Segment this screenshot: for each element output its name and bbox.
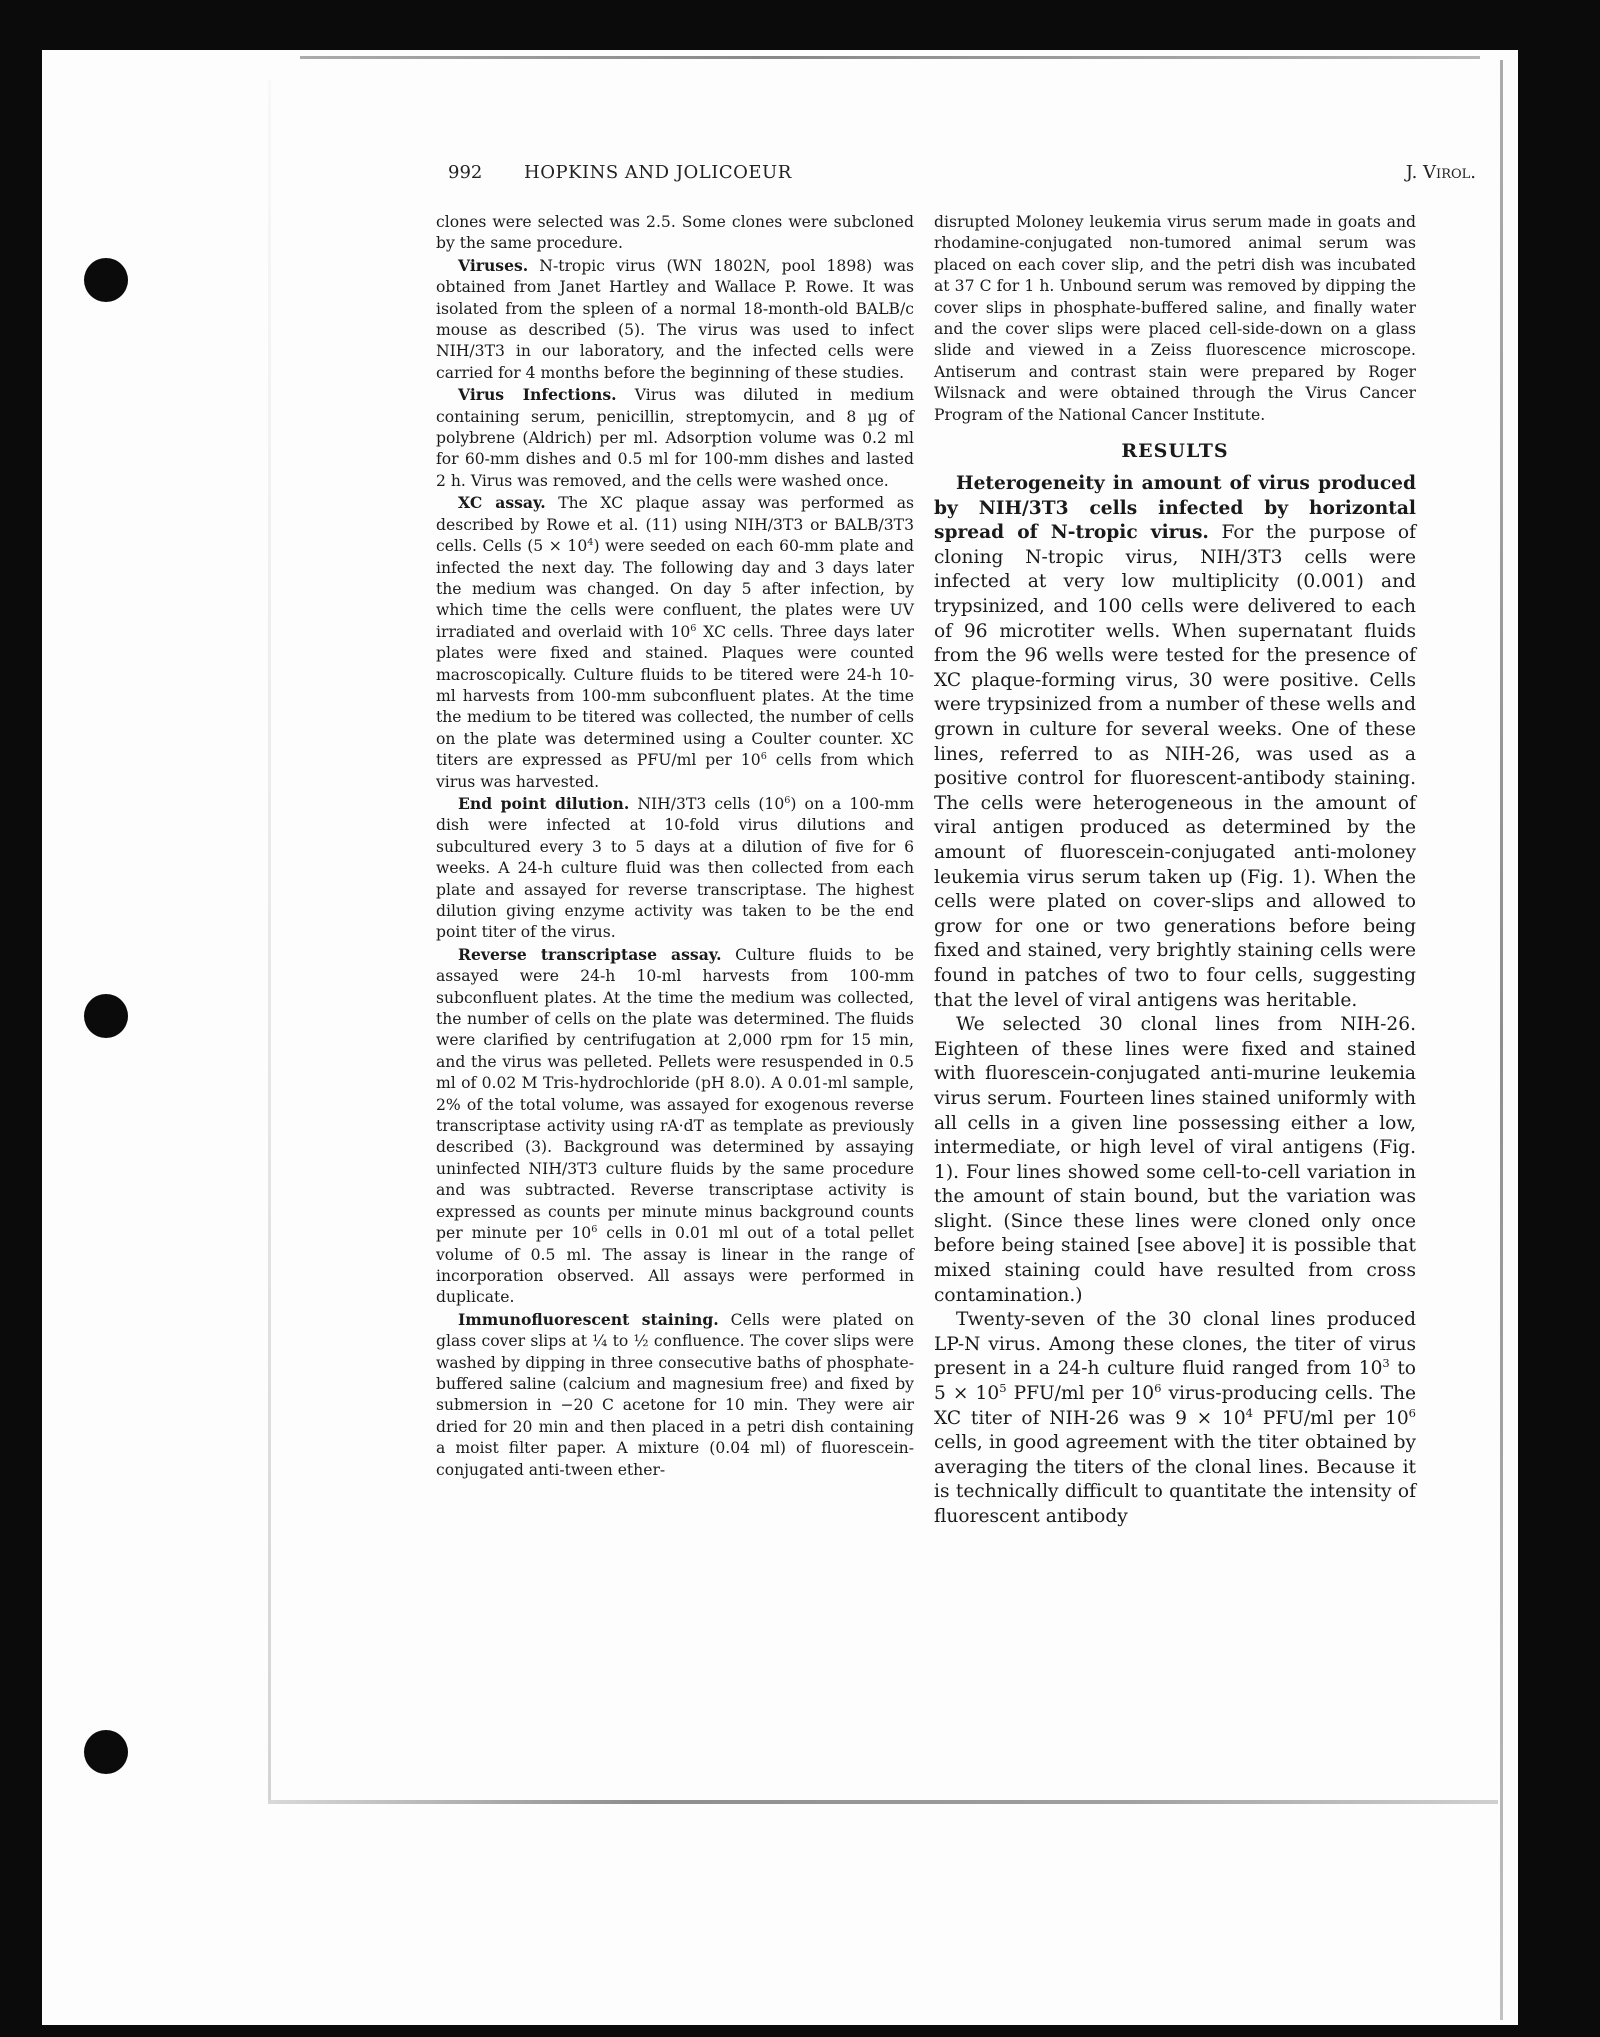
right-column	[934, 212, 1416, 1530]
left-column	[436, 212, 914, 1481]
paragraph-end-point-dilution: End point dilution. NIH/3T3 cells $(10^6)$ on a 100-mm dish were infected at 10-fold virus dilutions and subcultured every 3 to 5 days at a dilution of five for 6 weeks. A 24-h culture fluid was then collected from each plate and assayed for reverse transcriptase. The highest dilution giving enzyme activity was taken to be the end point titer of the virus.	[436, 793, 914, 942]
copy-edge-top	[300, 56, 1480, 59]
paragraph-xc-assay: XC assay. The XC plaque assay was performed as described by Rowe et al. (11) using NIH/3T3 or BALB/3T3 cells. Cells $(5 \times 10^4)$ were seeded on each 60-mm plate and infected the next day. The following day and 3 days later the medium was changed. On day 5 after infection, by which time the cells were confluent, the plates were UV irradiated and overlaid with $10^6$ XC cells. Three days later plates were fixed and stained. Plaques were counted macroscopically. Culture fluids to be titered were 24-h 10-ml harvests from 100-mm subconfluent plates. At the time the medium to be titered was collected, the number of cells on the plate was determined using a Coulter counter. XC titers are expressed as PFU/ml per $10^6$ cells from which virus was harvested.	[436, 493, 914, 791]
section-head-end-point-dilution: End point dilution.	[458, 793, 630, 813]
paragraph-viruses: Viruses. N-tropic virus (WN 1802N, pool 1898) was obtained from Janet Hartley and Wallace P. Rowe. It was isolated from the spleen of a normal 18-month-old BALB/c mouse as described (5). The virus was used to infect NIH/3T3 in our laboratory, and the infected cells were carried for 4 months before the beginning of these studies.	[436, 255, 914, 382]
running-header	[448, 162, 1476, 188]
paragraph-clonal-lines: We selected 30 clonal lines from NIH-26. Eighteen of these lines were fixed and stained with fluorescein-conjugated anti-murine leukemia virus serum. Fourteen lines stained uniformly with all cells in a given line possessing either a low, intermediate, or high level of viral antigens (Fig. 1). Four lines showed some cell-to-cell variation in the amount of stain bound, but the variation was slight. (Since these lines were cloned only once before being stained [see above] it is possible that mixed staining could have resulted from cross contamination.)	[934, 1014, 1416, 1306]
section-head-immunofluorescent-staining: Immunofluorescent staining.	[458, 1309, 719, 1329]
paragraph-reverse-transcriptase: Reverse transcriptase assay. Culture fluids to be assayed were 24-h 10-ml harvests from 100-mm subconfluent plates. At the time the medium was collected, the number of cells on the plate was determined. The fluids were clarified by centrifugation at 2,000 rpm for 15 min, and the virus was pelleted. Pellets were resuspended in 0.5 ml of 0.02 M Tris-hydrochloride (pH 8.0). A 0.01-ml sample, 2% of the total volume, was assayed for exogenous reverse transcriptase activity using rA·dT as template as previously described (3). Background was determined by assaying uninfected NIH/3T3 culture fluids by the same procedure and was subtracted. Reverse transcriptase activity is expressed as counts per minute minus background counts per minute per $10^6$ cells in 0.01 ml out of a total pellet volume of 0.5 ml. The assay is linear in the range of incorporation observed. All assays were performed in duplicate.	[436, 944, 914, 1307]
journal-name: J. Virol.	[1405, 162, 1476, 183]
section-head-reverse-transcriptase: Reverse transcriptase assay.	[458, 944, 722, 964]
binder-hole-middle	[84, 994, 128, 1038]
binder-hole-top	[84, 258, 128, 302]
paragraph-virus-infections: Virus Infections. Virus was diluted in medium containing serum, penicillin, streptomycin, and 8 µg of polybrene (Aldrich) per ml. Adsorption volume was 0.2 ml for 60-mm dishes and 0.5 ml for 100-mm dishes and lasted 2 h. Virus was removed, and the cells were washed once.	[436, 385, 914, 490]
paragraph-lp-n-virus: Twenty-seven of the 30 clonal lines produced LP-N virus. Among these clones, the titer of virus present in a 24-h culture fluid ranged from $10^3$ to $5 \times 10^5$ PFU/ml per $10^6$ virus-producing cells. The XC titer of NIH-26 was $9 \times 10^4$ PFU/ml per $10^6$ cells, in good agreement with the titer obtained by averaging the titers of the clonal lines. Because it is technically difficult to quantitate the intensity of fluorescent antibody	[934, 1309, 1416, 1527]
page-number: 992	[448, 162, 483, 183]
section-head-xc-assay: XC assay.	[458, 493, 546, 513]
section-head-viruses: Viruses.	[458, 255, 529, 275]
paragraph-heterogeneity: Heterogeneity in amount of virus produced by NIH/3T3 cells infected by horizontal spread of N-tropic virus. For the purpose of cloning N-tropic virus, NIH/3T3 cells were infected at very low multiplicity (0.001) and trypsinized, and 100 cells were delivered to each of 96 microtiter wells. When supernatant fluids from the 96 wells were tested for the presence of XC plaque-forming virus, 30 were positive. Cells were trypsinized from a number of these wells and grown in culture for several weeks. One of these lines, referred to as NIH-26, was used as a positive control for fluorescent-antibody staining. The cells were heterogeneous in the amount of viral antigen produced as determined by the amount of fluorescein-conjugated anti-moloney leukemia virus serum taken up (Fig. 1). When the cells were plated on cover-slips and allowed to grow for one or two generations before being fixed and stained, very brightly staining cells were found in patches of two to four cells, suggesting that the level of viral antigens was heritable.	[934, 473, 1416, 1011]
paragraph-staining-continued: disrupted Moloney leukemia virus serum made in goats and rhodamine-conjugated non-tumored animal serum was placed on each cover slip, and the petri dish was incubated at 37 C for 1 h. Unbound serum was removed by dipping the cover slips in phosphate-buffered saline, and finally water and the cover slips were placed cell-side-down on a glass slide and viewed in a Zeiss fluorescence microscope. Antiserum and contrast stain were prepared by Roger Wilsnack and were obtained through the Virus Cancer Program of the National Cancer Institute.	[934, 213, 1416, 424]
copy-edge-right	[1500, 60, 1503, 2020]
section-head-virus-infections: Virus Infections.	[458, 385, 617, 405]
binder-hole-bottom	[84, 1730, 128, 1774]
results-heading: RESULTS	[1121, 440, 1229, 463]
copy-edge-bottom	[268, 1800, 1498, 1804]
running-authors: HOPKINS AND JOLICOEUR	[524, 162, 792, 183]
copy-edge-left	[268, 80, 271, 1800]
subsection-head-heterogeneity: Heterogeneity in amount of virus produced by NIH/3T3 cells infected by horizontal spread of N-tropic virus.	[934, 473, 1416, 544]
paragraph-immunofluorescent-staining: Immunofluorescent staining. Cells were plated on glass cover slips at ¼ to ½ confluence. The cover slips were washed by dipping in three consecutive baths of phosphate-buffered saline (calcium and magnesium free) and fixed by submersion in −20 C acetone for 10 min. They were air dried for 20 min and then placed in a petri dish containing a moist filter paper. A mixture (0.04 ml) of fluorescein-conjugated anti-tween ether-	[436, 1309, 914, 1479]
paragraph-clones: clones were selected was 2.5. Some clones were subcloned by the same procedure.	[436, 213, 914, 253]
